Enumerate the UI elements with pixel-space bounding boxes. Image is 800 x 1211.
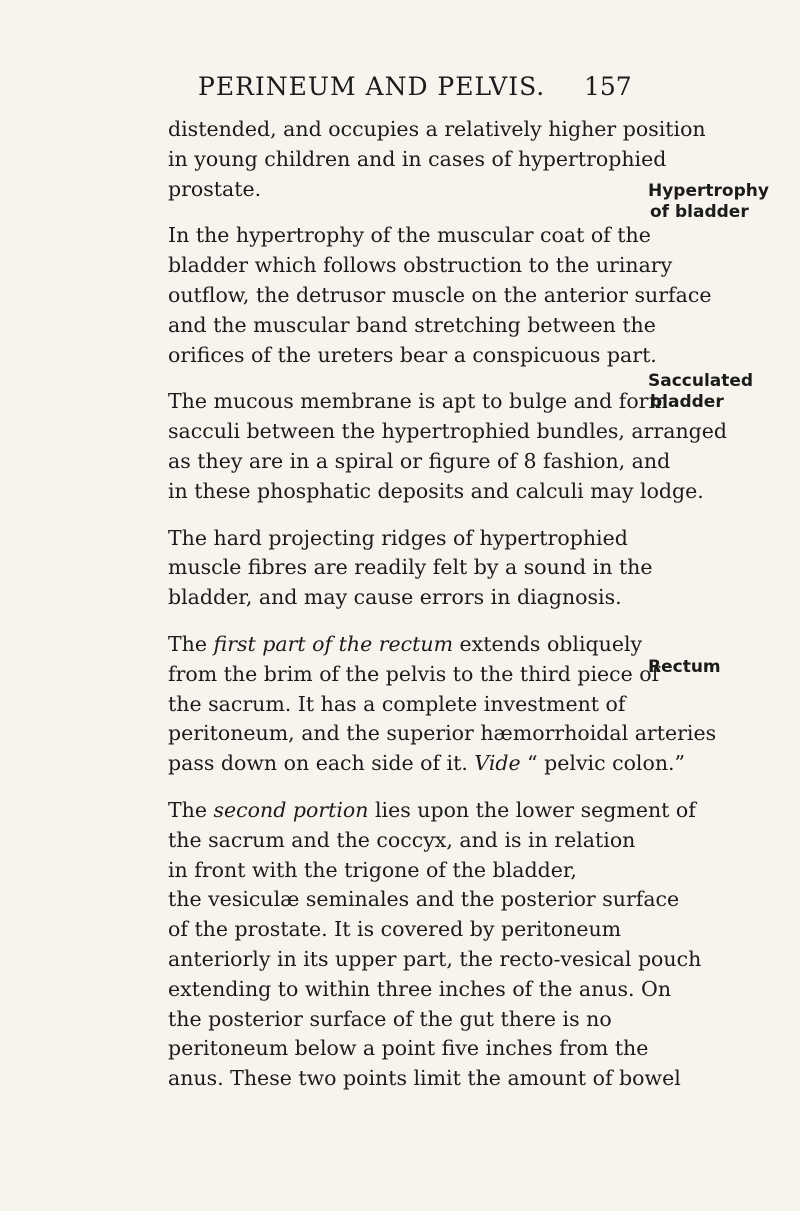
text-line	[168, 796, 696, 826]
text-line: The mucous membrane is apt to bulge and form	[168, 389, 668, 414]
text-line: the posterior surface of the gut there is no	[168, 1006, 612, 1031]
italic-term: first part of the rectum	[213, 631, 454, 656]
text-line: from the brim of the pelvis to the third piece of	[168, 661, 660, 686]
margin-note-line: of bladder	[650, 202, 749, 222]
margin-note-line: Sacculated	[648, 371, 754, 391]
text-line: anus. These two points limit the amount of bowel	[168, 1066, 681, 1091]
margin-note-line: Hypertrophy	[648, 181, 769, 201]
paragraph-2	[168, 221, 712, 370]
text-line: muscle fibres are readily felt by a sound in the	[168, 555, 653, 580]
text-line: bladder which follows obstruction to the urinary	[168, 253, 673, 278]
text-line	[168, 749, 686, 779]
text-line: anteriorly in its upper part, the recto-vesical pouch	[168, 946, 702, 971]
text-line: peritoneum, and the superior hæmorrhoidal arteries	[168, 721, 717, 746]
text-line: prostate.	[168, 176, 262, 201]
text-line: of the prostate. It is covered by peritoneum	[168, 917, 622, 942]
paragraph-1	[168, 115, 706, 204]
text-line: as they are in a spiral or figure of 8 fashion, and	[168, 448, 671, 473]
paragraph-5	[168, 630, 717, 779]
margin-note-line: Rectum	[648, 657, 721, 677]
text-line	[168, 630, 643, 660]
text-line: orifices of the ureters bear a conspicuous part.	[168, 342, 657, 367]
text-line: peritoneum below a point five inches from the	[168, 1036, 649, 1061]
running-head: PERINEUM AND PELVIS.	[198, 72, 546, 101]
text-line: bladder, and may cause errors in diagnosis.	[168, 585, 622, 610]
margin-note-rectum	[648, 657, 721, 678]
text-run: pass down on each side of it.	[168, 751, 475, 776]
text-line: in front with the trigone of the bladder,	[168, 857, 577, 882]
text-line: The hard projecting ridges of hypertrophied	[168, 525, 628, 550]
margin-note-hypertrophy	[648, 181, 769, 223]
text-line: the sacrum and the coccyx, and is in relation	[168, 827, 636, 852]
text-run: extends obliquely	[453, 631, 643, 656]
margin-note-sacculated	[648, 371, 753, 413]
page-header	[0, 72, 800, 112]
text-run: The	[168, 631, 214, 656]
page-number: 157	[584, 72, 632, 101]
paragraph-4	[168, 524, 653, 613]
text-line: the vesiculæ seminales and the posterior surface	[168, 887, 680, 912]
text-line: In the hypertrophy of the muscular coat of the	[168, 223, 651, 248]
text-line: outflow, the detrusor muscle on the anterior surface	[168, 282, 712, 307]
italic-term: Vide	[474, 751, 521, 776]
margin-note-line: bladder	[650, 392, 724, 412]
text-line: distended, and occupies a relatively higher position	[168, 117, 706, 141]
text-line: extending to within three inches of the anus. On	[168, 976, 672, 1001]
italic-term: second portion	[213, 797, 369, 822]
text-run: “ pelvic colon.”	[520, 751, 686, 776]
text-line: in these phosphatic deposits and calculi may lodge.	[168, 478, 704, 503]
text-line: the sacrum. It has a complete investment of	[168, 691, 626, 716]
text-line: and the muscular band stretching between the	[168, 312, 656, 337]
text-line: sacculi between the hypertrophied bundles, arranged	[168, 419, 728, 444]
text-run: lies upon the lower segment of	[368, 797, 696, 822]
text-run: The	[168, 797, 214, 822]
paragraph-6	[168, 796, 702, 1094]
text-line: in young children and in cases of hypertrophied	[168, 146, 667, 171]
